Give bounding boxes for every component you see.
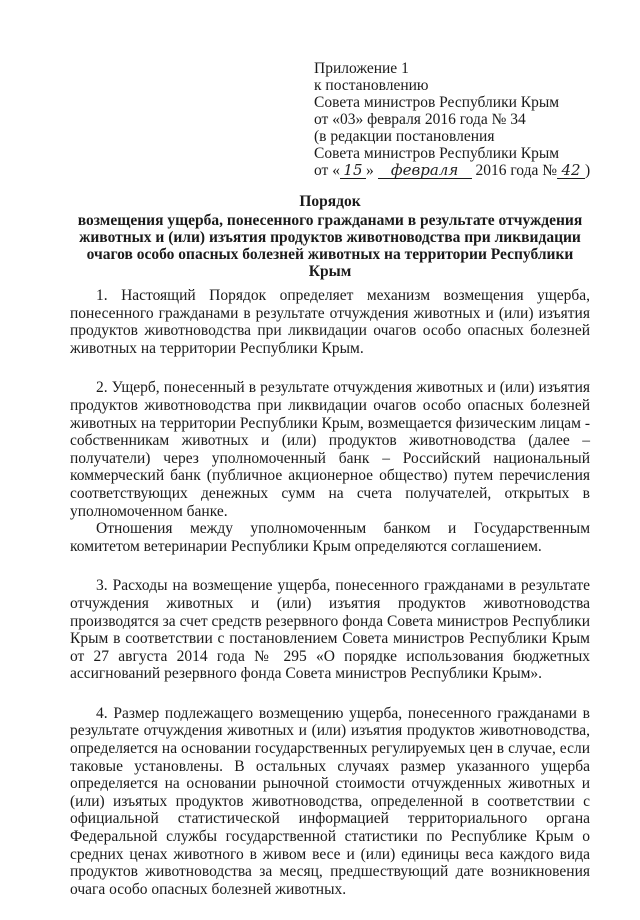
- paragraph-1: 1. Настоящий Порядок определяет механизм возмещения ущерба, понесенного гражданами в результате отчуждения животных и (или) изъятия продуктов животноводства при ликвидации очагов особо опасных болезней животных на территории Республики Крым.: [70, 287, 590, 357]
- appendix-line-suffix: ): [585, 162, 591, 179]
- paragraph-4: 4. Размер подлежащего возмещению ущерба, понесенного гражданами в результате отчуждения животных и (или) изъятия продуктов животноводства, определяется на основании государственных регулируемых цен в случае, если таковые установлены. В остальных случаях размер указанного ущерба определяется на основании рыночной стоимости отчужденных животных и (или) изъятых продуктов животноводства, определенной в соответствии с официальной статистической информацией территориального органа Федеральной службы государственной статистики по Республике Крым о средних ценах животного в живом весе и (или) единицы веса каждого вида продуктов животноводства за месяц, предшествующий дате возникновения очага особо опасных болезней животных.: [70, 704, 590, 898]
- appendix-line: от «03» февраля 2016 года № 34: [314, 111, 526, 128]
- appendix-line: Совета министров Республики Крым: [314, 94, 560, 111]
- title-subtitle: возмещения ущерба, понесенного гражданами в результате отчуждения животных и (или) изъятия продуктов животноводства при ликвидации очагов особо опасных болезней животных на территории Республики Крым: [77, 212, 583, 280]
- paragraph-2: 2. Ущерб, понесенный в результате отчуждения животных и (или) изъятия продуктов животноводства при ликвидации очагов особо опасных болезней животных на территории Республики Крым, возмещается физическим лицам - собственникам животных и (или) продуктов животноводства (далее – получатели) через уполномоченный банк – Российский национальный коммерческий банк (публичное акционерное общество) путем перечисления соответствующих денежных сумм на счета получателей, открытых в уполномоченном банке.: [70, 379, 590, 520]
- appendix-line: Совета министров Республики Крым: [314, 145, 560, 162]
- appendix-line-quote: »: [365, 162, 374, 179]
- appendix-line-year: 2016 года №: [475, 162, 558, 179]
- appendix-header: [314, 60, 614, 179]
- appendix-line: Приложение 1: [314, 60, 409, 77]
- appendix-line: (в редакции постановления: [314, 128, 495, 145]
- handwritten-month: февраля: [378, 163, 472, 179]
- document-body: [70, 287, 590, 920]
- handwritten-number: 42: [557, 163, 585, 179]
- paragraph-2-continuation: Отношения между уполномоченным банком и Государственным комитетом ветеринарии Республики Крым определяются соглашением.: [70, 520, 590, 555]
- paragraph-3: 3. Расходы на возмещение ущерба, понесенного гражданами в результате отчуждения животных и (или) изъятия продуктов животноводства производятся за счет средств резервного фонда Совета министров Республики Крым в соответствии с постановлением Совета министров Республики Крым от 27 августа 2014 года № 295 «О порядке использования бюджетных ассигнований резервного фонда Совета министров Республики Крым».: [70, 577, 590, 683]
- title-heading: Порядок: [299, 193, 361, 210]
- appendix-line-prefix: от «: [314, 162, 340, 179]
- document-title: [70, 193, 590, 280]
- handwritten-day: 15: [340, 163, 366, 179]
- appendix-amendment-date-line: [314, 162, 614, 179]
- appendix-line: к постановлению: [314, 77, 429, 94]
